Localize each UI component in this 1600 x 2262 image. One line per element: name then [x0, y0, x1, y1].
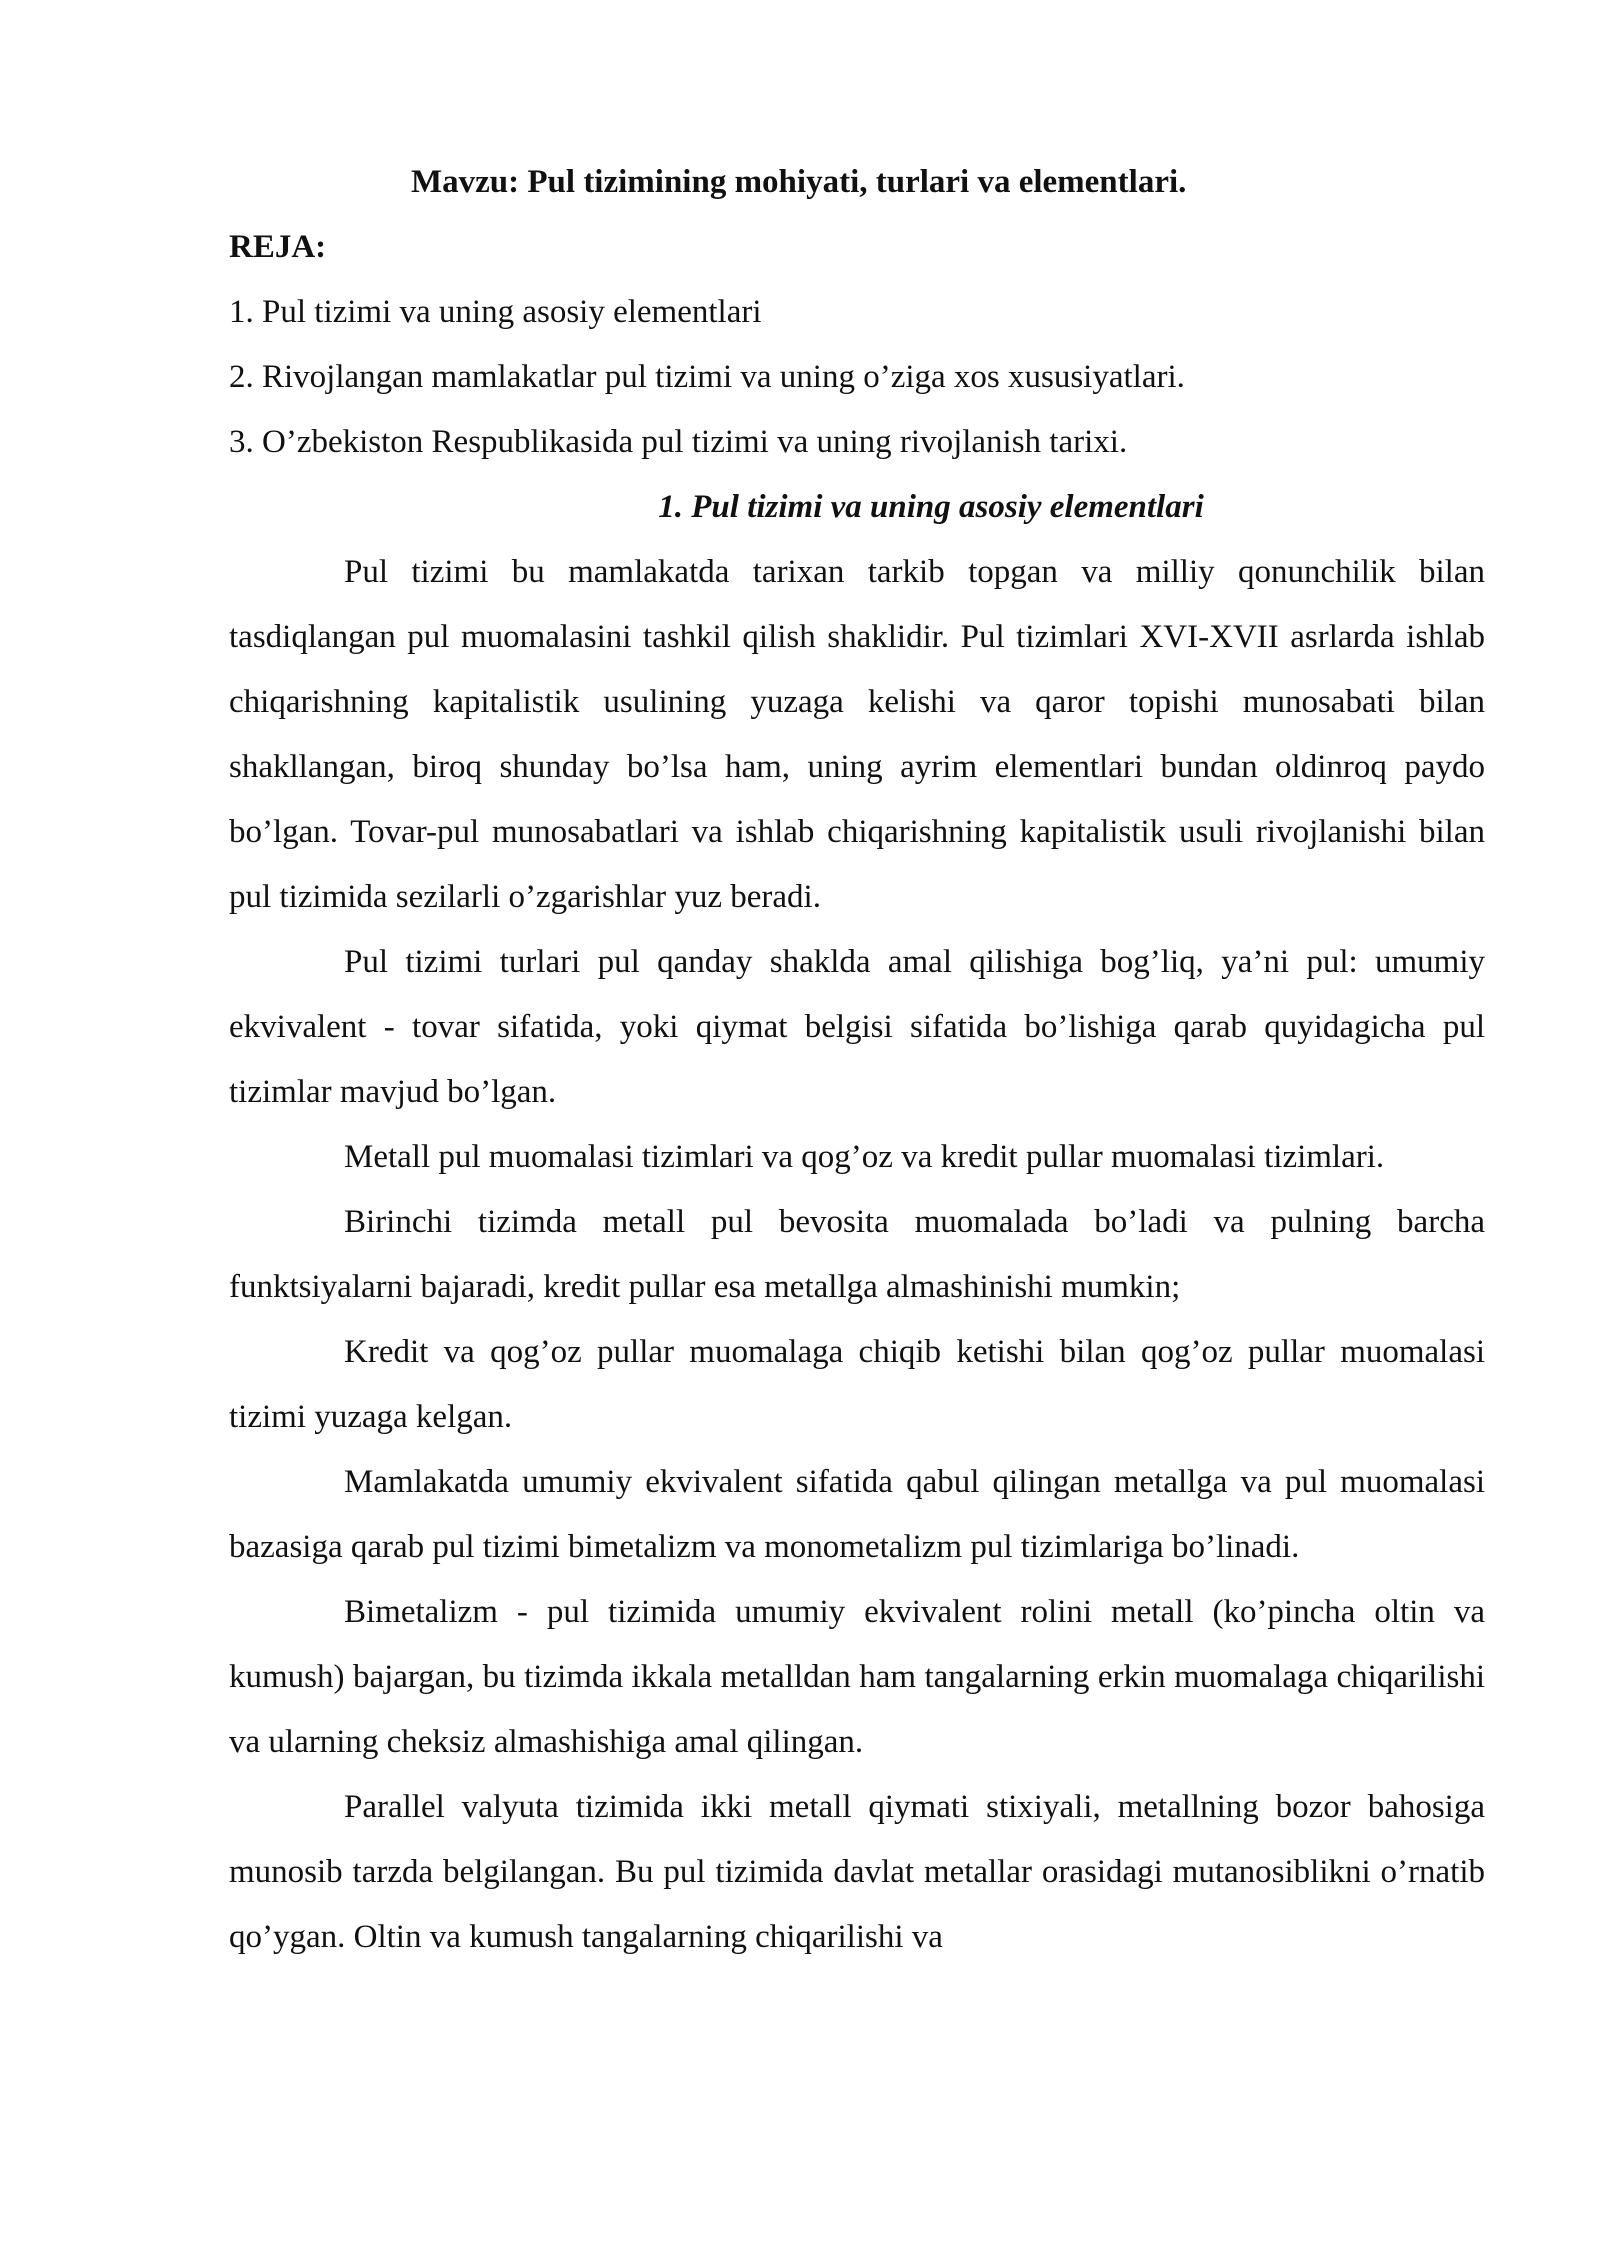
body-paragraph: Mamlakatda umumiy ekvivalent sifatida qabul qilingan metallga va pul muomalasi bazasiga qarab pul tizimi bimetalizm va monometalizm pul tizimlariga bo’linadi. — [229, 1464, 1485, 1565]
plan-item: 1. Pul tizimi va uning asosiy elementlari — [229, 294, 762, 330]
body-paragraph: Birinchi tizimda metall pul bevosita muomalada bo’ladi va pulning barcha funktsiyalarni bajaradi, kredit pullar esa metallga almashinishi mumkin; — [229, 1204, 1485, 1305]
document-title: Mavzu: Pul tizimining mohiyati, turlari va elementlari. — [411, 164, 1187, 200]
plan-item: 3. O’zbekiston Respublikasida pul tizimi va uning rivojlanish tarixi. — [229, 424, 1128, 460]
plan-item: 2. Rivojlangan mamlakatlar pul tizimi va uning o’ziga xos xususiyatlari. — [229, 359, 1185, 395]
body-paragraph: Kredit va qog’oz pullar muomalaga chiqib ketishi bilan qog’oz pullar muomalasi tizimi yuzaga kelgan. — [229, 1334, 1485, 1435]
body-paragraph: Metall pul muomalasi tizimlari va qog’oz va kredit pullar muomalasi tizimlari. — [344, 1139, 1385, 1175]
body-paragraph: Pul tizimi bu mamlakatda tarixan tarkib topgan va milliy qonunchilik bilan tasdiqlangan pul muomalasini tashkil qilish shaklidir. Pul tizimlari XVI-XVII asrlarda ishlab chiqarishning kapitalistik usulining yuzaga kelishi va qaror topishi munosabati bilan shakllangan, biroq shunday bo’lsa ham, uning ayrim elementlari bundan oldinroq paydo bo’lgan. Tovar-pul munosabatlari va ishlab chiqarishning kapitalistik usuli rivojlanishi bilan pul tizimida sezilarli o’zgarishlar yuz beradi. — [229, 554, 1485, 915]
body-paragraph: Parallel valyuta tizimida ikki metall qiymati stixiyali, metallning bozor bahosiga munosib tarzda belgilangan. Bu pul tizimida davlat metallar orasidagi mutanosiblikni o’rnatib qo’ygan. Oltin va kumush tangalarning chiqarilishi va — [229, 1789, 1485, 1955]
plan-label: REJA: — [229, 229, 327, 265]
body-paragraph: Pul tizimi turlari pul qanday shaklda amal qilishiga bog’liq, ya’ni pul: umumiy ekvivalent - tovar sifatida, yoki qiymat belgisi sifatida bo’lishiga qarab quyidagicha pul tizimlar mavjud bo’lgan. — [229, 944, 1485, 1110]
body-paragraph: Bimetalizm - pul tizimida umumiy ekvivalent rolini metall (ko’pincha oltin va kumush) bajargan, bu tizimda ikkala metalldan ham tangalarning erkin muomalaga chiqarilishi va ularning cheksiz almashishiga amal qilingan. — [229, 1594, 1485, 1760]
section-heading: 1. Pul tizimi va uning asosiy elementlari — [658, 489, 1204, 525]
